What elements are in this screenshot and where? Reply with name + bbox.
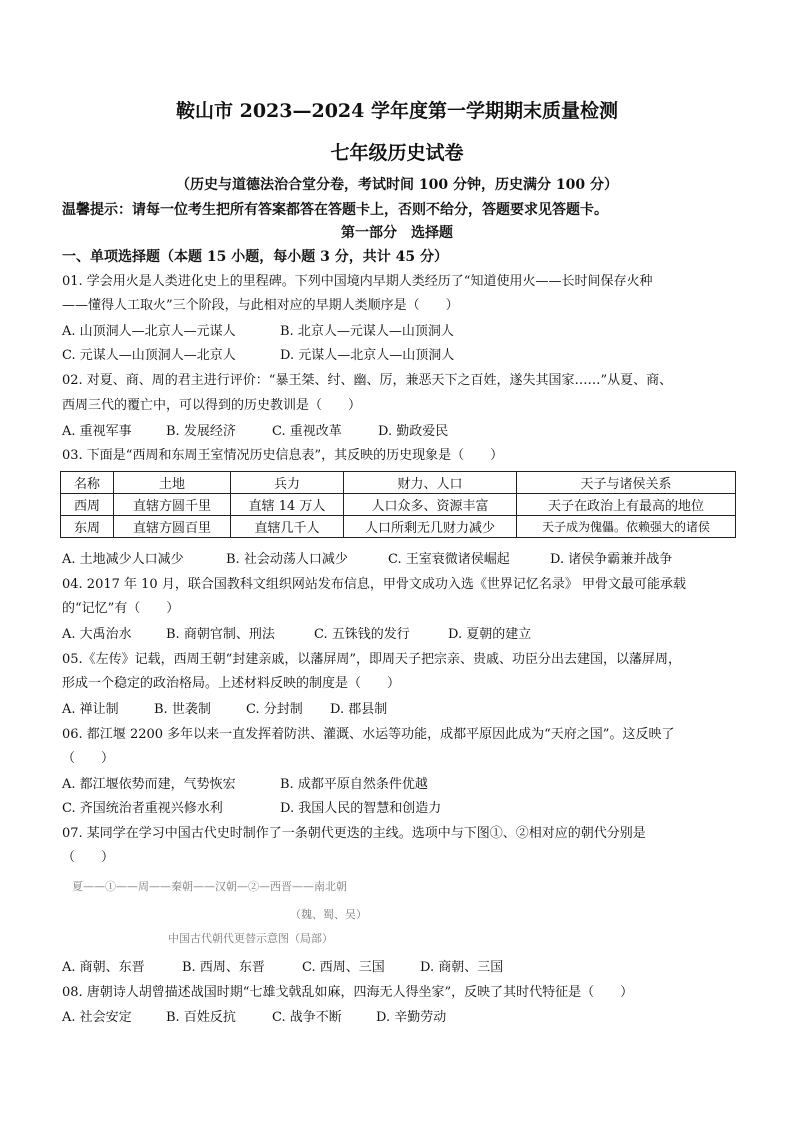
q2-stem-line2: 西周三代的覆亡中，可以得到的历史教训是（ ）	[62, 398, 362, 413]
q4-stem-line2: 的“记忆”有（ ）	[62, 601, 180, 616]
q5-option-c: C. 分封制	[246, 702, 303, 717]
q6-option-c: C. 齐国统治者重视兴修水利	[62, 801, 223, 816]
q3-option-a: A. 土地减少人口减少	[62, 552, 184, 567]
table-row	[61, 516, 736, 538]
q6-option-b: B. 成都平原自然条件优越	[280, 777, 428, 792]
table-cell: 天子成为傀儡。依赖强大的诸侯	[517, 516, 736, 538]
table-cell: 人口众多、资源丰富	[344, 494, 517, 516]
exam-note: （历史与道德法治合堂分卷，考试时间 100 分钟，历史满分 100 分）	[176, 177, 618, 193]
q5-stem-line2: 形成一个稳定的政治格局。上述材料反映的制度是（ ）	[62, 676, 401, 691]
q6-option-d: D. 我国人民的智慧和创造力	[280, 801, 442, 816]
q8-option-b: B. 百姓反抗	[166, 1010, 236, 1025]
exam-subtitle: 七年级历史试卷	[330, 142, 464, 164]
table-cell: 天子在政治上有最高的地位	[517, 494, 736, 516]
q3-stem-line1: 03. 下面是“西周和东周王室情况历史信息表”，其反映的历史现象是（ ）	[62, 448, 504, 463]
table-header-cell: 兵力	[231, 472, 344, 494]
q1-option-c: C. 元谋人—山顶洞人—北京人	[62, 348, 236, 363]
q8-stem-line1: 08. 唐朝诗人胡曾描述战国时期“七雄戈戟乱如麻，四海无人得坐家”，反映了其时代特征是（ ）	[62, 985, 634, 1000]
q6-stem-line2: （ ）	[62, 751, 115, 766]
q8-option-a: A. 社会安定	[62, 1010, 132, 1025]
table-cell: 直辖方圆千里	[114, 494, 231, 516]
q7-option-a: A. 商朝、东晋	[62, 960, 145, 975]
table-header-row	[61, 472, 736, 494]
q2-option-a: A. 重视军事	[62, 424, 132, 439]
q1-option-d: D. 元谋人—北京人—山顶洞人	[280, 348, 455, 363]
table-cell: 直辖 14 万人	[231, 494, 344, 516]
history-info-table	[60, 471, 736, 538]
q1-option-a: A. 山顶洞人—北京人—元谋人	[62, 324, 236, 339]
q5-stem-line1: 05.《左传》记载，西周王朝“封建亲戚，以藩屏周”，即周天子把宗亲、贵戚、功臣分出去建国，以藩屏周，	[62, 652, 681, 667]
q4-option-b: B. 商朝官制、刑法	[166, 627, 275, 642]
q5-option-d: D. 郡县制	[330, 702, 388, 717]
q7-option-c: C. 西周、三国	[302, 960, 385, 975]
q4-option-a: A. 大禹治水	[62, 627, 132, 642]
exam-title: 鞍山市 2023—2024 学年度第一学期期末质量检测	[176, 100, 618, 122]
table-header-cell: 财力、人口	[344, 472, 517, 494]
q4-option-c: C. 五铢钱的发行	[314, 627, 410, 642]
table-header-cell: 天子与诸侯关系	[517, 472, 736, 494]
table-cell: 直辖方圆百里	[114, 516, 231, 538]
q2-option-b: B. 发展经济	[166, 424, 236, 439]
table-cell: 东周	[61, 516, 114, 538]
timeline-main: 夏——①——周——秦朝——汉朝—②—西晋——南北朝	[72, 880, 347, 893]
table-row	[61, 494, 736, 516]
q5-option-b: B. 世袭制	[154, 702, 211, 717]
timeline-caption: 中国古代朝代更替示意图（局部）	[168, 932, 333, 945]
q6-stem-line1: 06. 都江堰 2200 多年以来一直发挥着防洪、灌溉、水运等功能，成都平原因此成为“天府之国”。这反映了	[62, 727, 675, 742]
q3-option-b: B. 社会动荡人口减少	[226, 552, 348, 567]
q7-stem-line1: 07. 某同学在学习中国古代史时制作了一条朝代更迭的主线。选项中与下图①、②相对应的朝代分别是	[62, 826, 646, 841]
q8-option-d: D. 辛勤劳动	[376, 1010, 447, 1025]
q7-option-d: D. 商朝、三国	[420, 960, 504, 975]
table-cell: 直辖几千人	[231, 516, 344, 538]
q2-option-c: C. 重视改革	[272, 424, 342, 439]
table-header-cell: 名称	[61, 472, 114, 494]
q1-option-b: B. 北京人—元谋人—山顶洞人	[280, 324, 454, 339]
q4-stem-line1: 04. 2017 年 10 月，联合国教科文组织网站发布信息，甲骨文成功入选《世界记忆名录》 甲骨文最可能承载	[62, 577, 686, 592]
q3-option-c: C. 王室衰微诸侯崛起	[388, 552, 510, 567]
q5-option-a: A. 禅让制	[62, 702, 119, 717]
table-cell: 西周	[61, 494, 114, 516]
q2-stem-line1: 02. 对夏、商、周的君主进行评价：“暴王桀、纣、幽、厉，兼恶天下之百姓，遂失其国家……”从夏、商、	[62, 373, 673, 388]
q1-stem-line1: 01. 学会用火是人类进化史上的里程碑。下列中国境内早期人类经历了“知道使用火——长时间保存火种	[62, 274, 653, 289]
dynasty-timeline-figure	[72, 878, 412, 948]
table-cell: 人口所剩无几财力减少	[344, 516, 517, 538]
q2-option-d: D. 勤政爱民	[378, 424, 449, 439]
q7-option-b: B. 西周、东晋	[182, 960, 265, 975]
timeline-sub: （魏、蜀、吴）	[290, 908, 367, 921]
table-header-cell: 土地	[114, 472, 231, 494]
q7-stem-line2: （ ）	[62, 850, 115, 865]
part-heading: 第一部分 选择题	[341, 225, 453, 241]
exam-tip: 温馨提示：请每一位考生把所有答案都答在答题卡上，否则不给分，答题要求见答题卡。	[62, 202, 608, 218]
q4-option-d: D. 夏朝的建立	[448, 627, 532, 642]
section-heading: 一、单项选择题（本题 15 小题，每小题 3 分，共计 45 分）	[62, 249, 448, 265]
q1-stem-line2: ——懂得人工取火”三个阶段，与此相对应的早期人类顺序是（ ）	[62, 298, 459, 313]
q8-option-c: C. 战争不断	[272, 1010, 342, 1025]
q3-option-d: D. 诸侯争霸兼并战争	[550, 552, 673, 567]
q6-option-a: A. 都江堰依势而建，气势恢宏	[62, 777, 236, 792]
